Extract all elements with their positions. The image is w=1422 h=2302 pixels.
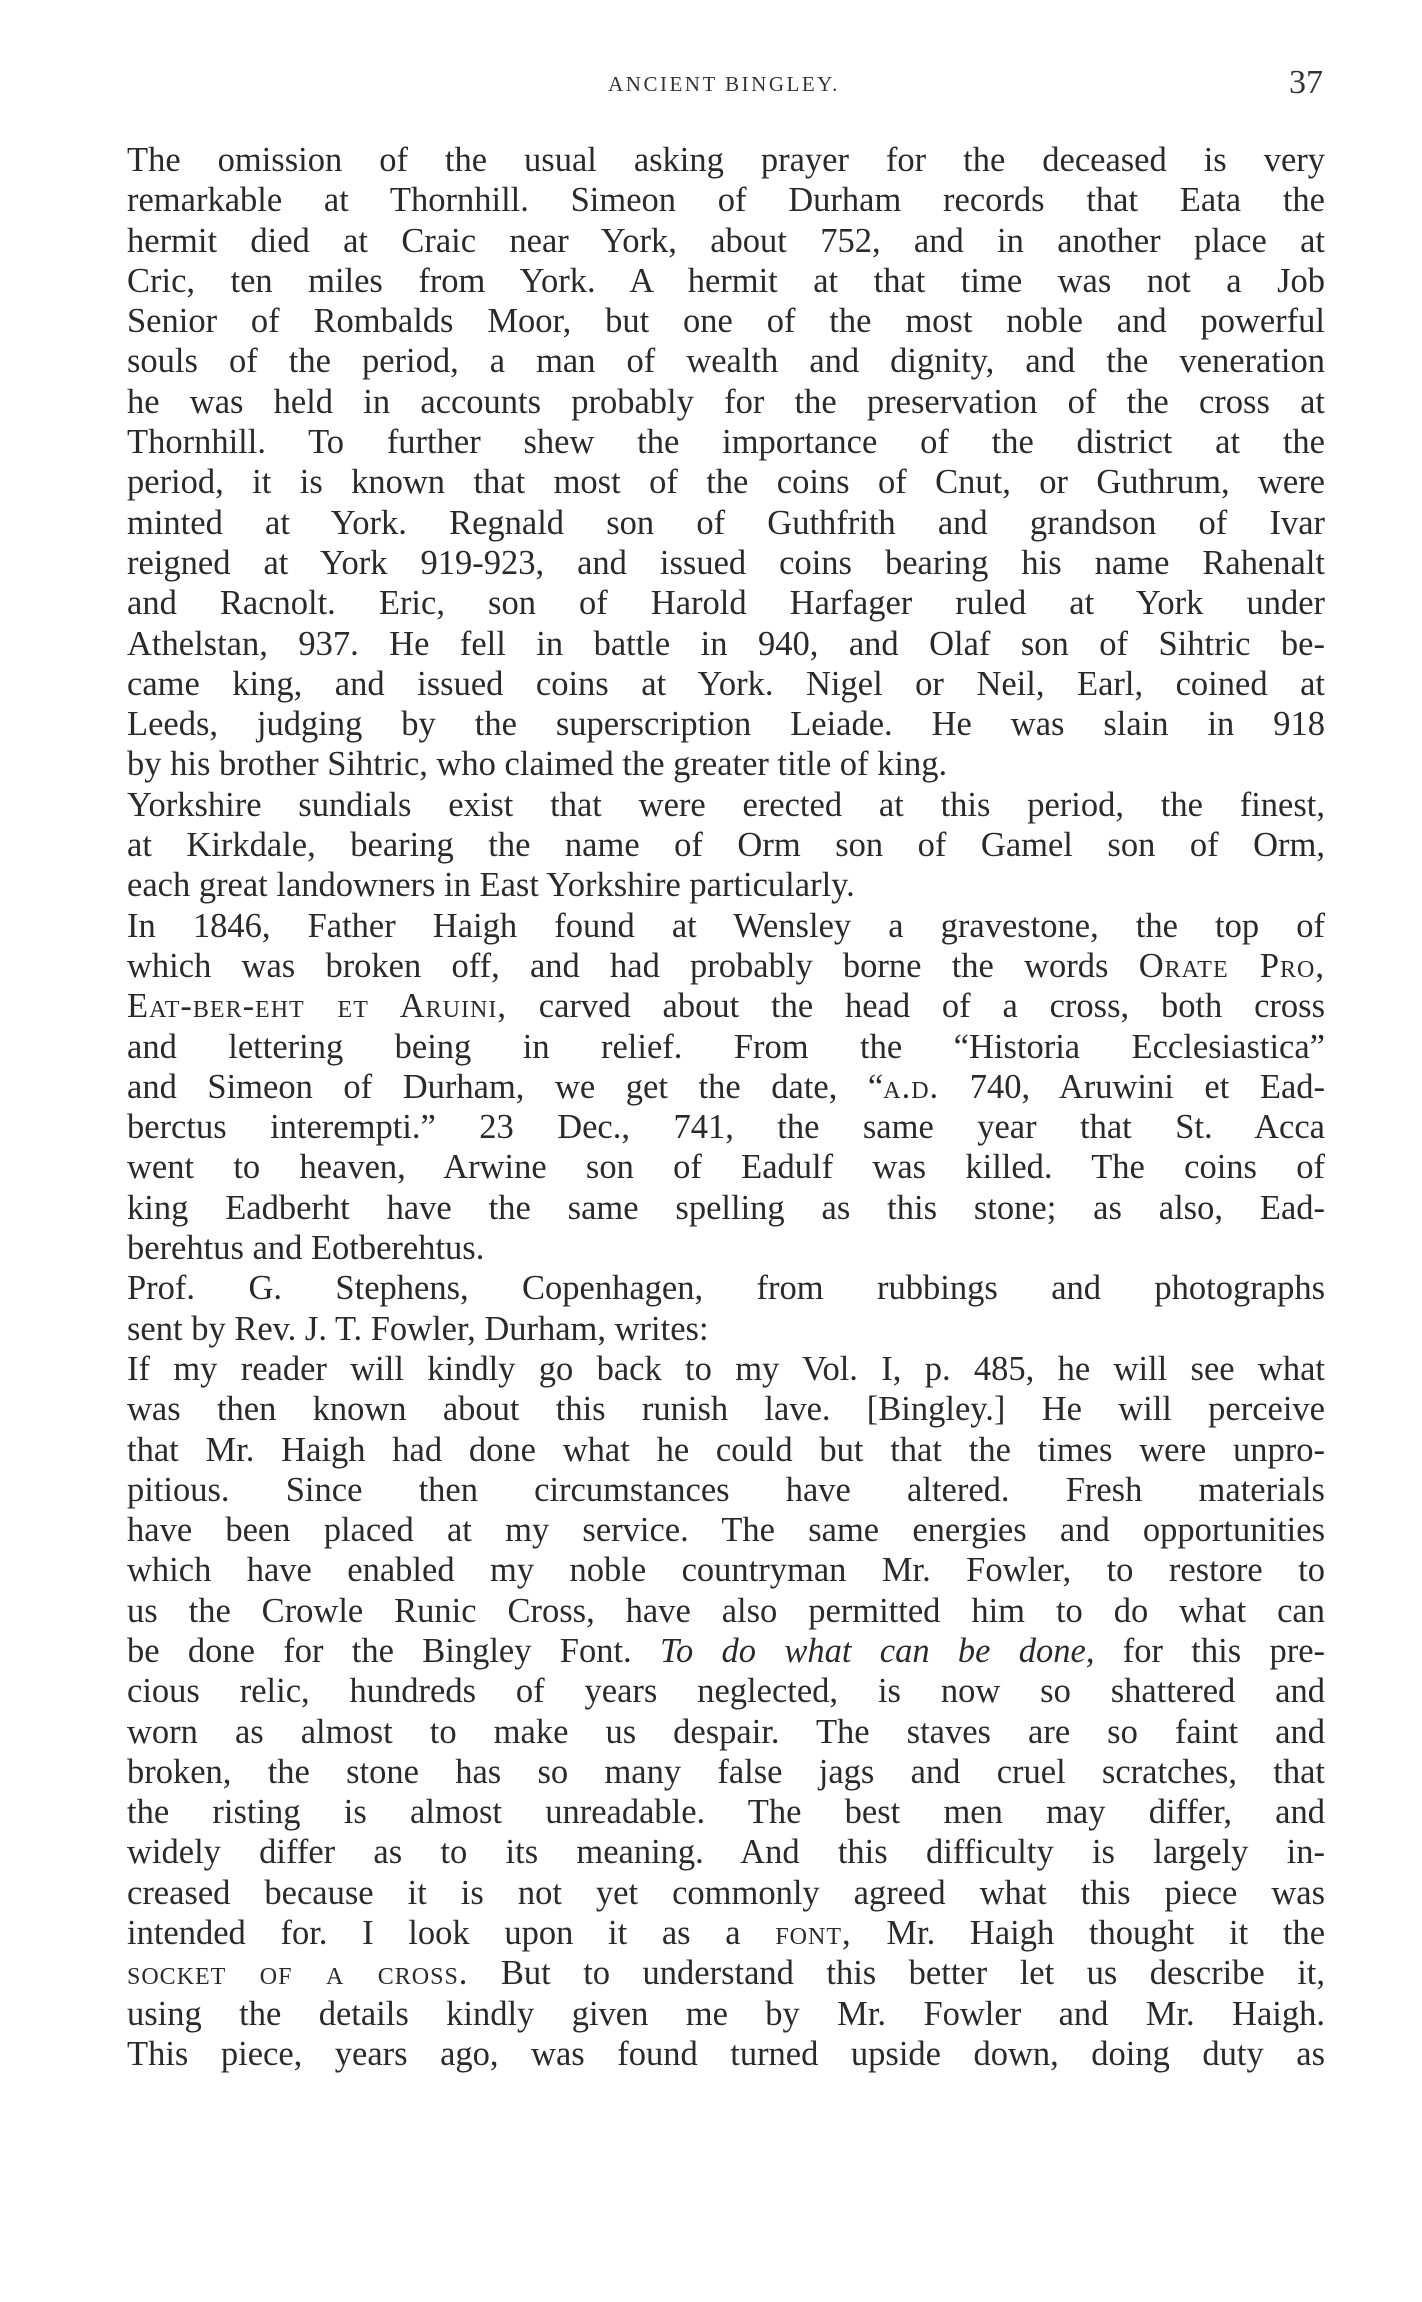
text-line: hermit died at Craic near York, about 752, and in another place at — [127, 221, 1325, 260]
text-line: creased because it is not yet commonly agreed what this piece was — [127, 1873, 1325, 1912]
text-line: cious relic, hundreds of years neglected, is now so shattered and — [127, 1672, 1325, 1711]
text-line: and lettering being in relief. From the “Historia Ecclesiastica” — [127, 1027, 1325, 1066]
text-line: berehtus and Eotberehtus. — [127, 1229, 485, 1268]
text-line: period, it is known that most of the coins of Cnut, or Guthrum, were — [127, 463, 1325, 502]
running-title: ANCIENT BINGLEY. — [608, 72, 840, 96]
text-line: by his brother Sihtric, who claimed the greater title of king. — [127, 745, 948, 784]
text-run: carved about the head of a cross, both cross — [538, 987, 1326, 1026]
text-run: intended for. I look upon it as a — [127, 1914, 741, 1953]
text-line: Leeds, judging by the superscription Leiade. He was slain in 918 — [127, 705, 1325, 744]
text-line — [127, 946, 1325, 986]
text-line: the risting is almost unreadable. The best men may differ, and — [127, 1793, 1325, 1832]
text-run: Mr. Haigh thought it the — [886, 1914, 1326, 1953]
text-line: minted at York. Regnald son of Guthfrith and grandson of Ivar — [127, 503, 1325, 542]
text-line: broken, the stone has so many false jags and cruel scratches, that — [127, 1752, 1325, 1791]
body-text — [127, 140, 1325, 2074]
text-line: Yorkshire sundials exist that were erected at this period, the finest, — [127, 785, 1325, 824]
text-line: This piece, years ago, was found turned upside down, doing duty as — [127, 2034, 1325, 2073]
text-line: widely differ as to its meaning. And this difficulty is largely in- — [127, 1833, 1325, 1872]
text-line: which have enabled my noble countryman Mr. Fowler, to restore to — [127, 1551, 1325, 1590]
text-run: for this pre- — [1122, 1631, 1325, 1670]
text-line: he was held in accounts probably for the preservation of the cross at — [127, 382, 1325, 421]
small-caps-date: a.d. — [883, 1067, 940, 1106]
small-caps-term: font, — [775, 1914, 852, 1953]
text-line: using the details kindly given me by Mr. Fowler and Mr. Haigh. — [127, 1994, 1325, 2033]
text-line: was then known about this runish lave. [Bingley.] He will perceive — [127, 1390, 1325, 1429]
small-caps-inscription: Orate Pro, — [1138, 946, 1325, 985]
text-line — [127, 1913, 1325, 1953]
text-line: and Racnolt. Eric, son of Harold Harfager ruled at York under — [127, 584, 1325, 623]
text-line: berctus interempti.” 23 Dec., 741, the same year that St. Acca — [127, 1108, 1325, 1147]
text-line: Cric, ten miles from York. A hermit at that time was not a Job — [127, 261, 1325, 300]
text-line: at Kirkdale, bearing the name of Orm son of Gamel son of Orm, — [127, 826, 1325, 865]
text-line: In 1846, Father Haigh found at Wensley a gravestone, the top of — [127, 906, 1325, 945]
text-line: worn as almost to make us despair. The staves are so faint and — [127, 1712, 1325, 1751]
text-line: reigned at York 919-923, and issued coins bearing his name Rahenalt — [127, 543, 1325, 582]
text-line: king Eadberht have the same spelling as this stone; as also, Ead- — [127, 1188, 1325, 1227]
text-line: souls of the period, a man of wealth and dignity, and the veneration — [127, 342, 1325, 381]
small-caps-inscription: Eat-ber-eht et Aruini, — [127, 987, 507, 1026]
text-line: went to heaven, Arwine son of Eadulf was killed. The coins of — [127, 1148, 1325, 1187]
text-run: which was broken off, and had probably borne the words — [127, 946, 1109, 985]
text-line — [127, 1953, 1325, 1993]
text-line: Thornhill. To further shew the importance of the district at the — [127, 423, 1325, 462]
text-line — [127, 1067, 1325, 1107]
text-run: 740, Aruwini et Ead- — [969, 1067, 1326, 1106]
page-number: 37 — [1289, 64, 1323, 101]
text-line: Senior of Rombalds Moor, but one of the most noble and powerful — [127, 302, 1325, 341]
text-line: came king, and issued coins at York. Nigel or Neil, Earl, coined at — [127, 664, 1325, 703]
running-head — [125, 64, 1323, 104]
text-line: If my reader will kindly go back to my Vol. I, p. 485, he will see what — [127, 1349, 1325, 1388]
text-line: pitious. Since then circumstances have altered. Fresh materials — [127, 1470, 1325, 1509]
italic-phrase: To do what can be done, — [659, 1631, 1095, 1670]
text-run: be done for the Bingley Font. — [127, 1631, 632, 1670]
text-line: The omission of the usual asking prayer for the deceased is very — [127, 141, 1325, 179]
text-line: that Mr. Haigh had done what he could but that the times were unpro- — [127, 1430, 1325, 1469]
text-line — [127, 986, 1325, 1026]
text-line — [127, 1631, 1325, 1671]
text-line: remarkable at Thornhill. Simeon of Durham records that Eata the — [127, 181, 1325, 220]
text-run: But to understand this better let us describe it, — [500, 1954, 1325, 1993]
text-line: have been placed at my service. The same energies and opportunities — [127, 1511, 1325, 1550]
text-line: Prof. G. Stephens, Copenhagen, from rubbings and photographs — [127, 1269, 1325, 1308]
text-line: each great landowners in East Yorkshire particularly. — [127, 866, 855, 905]
text-line: us the Crowle Runic Cross, have also permitted him to do what can — [127, 1591, 1325, 1630]
text-line: sent by Rev. J. T. Fowler, Durham, writes: — [127, 1309, 709, 1348]
small-caps-term: socket of a cross. — [127, 1954, 469, 1993]
text-line: Athelstan, 937. He fell in battle in 940, and Olaf son of Sihtric be- — [127, 624, 1325, 663]
text-run: and Simeon of Durham, we get the date, “ — [127, 1067, 884, 1106]
